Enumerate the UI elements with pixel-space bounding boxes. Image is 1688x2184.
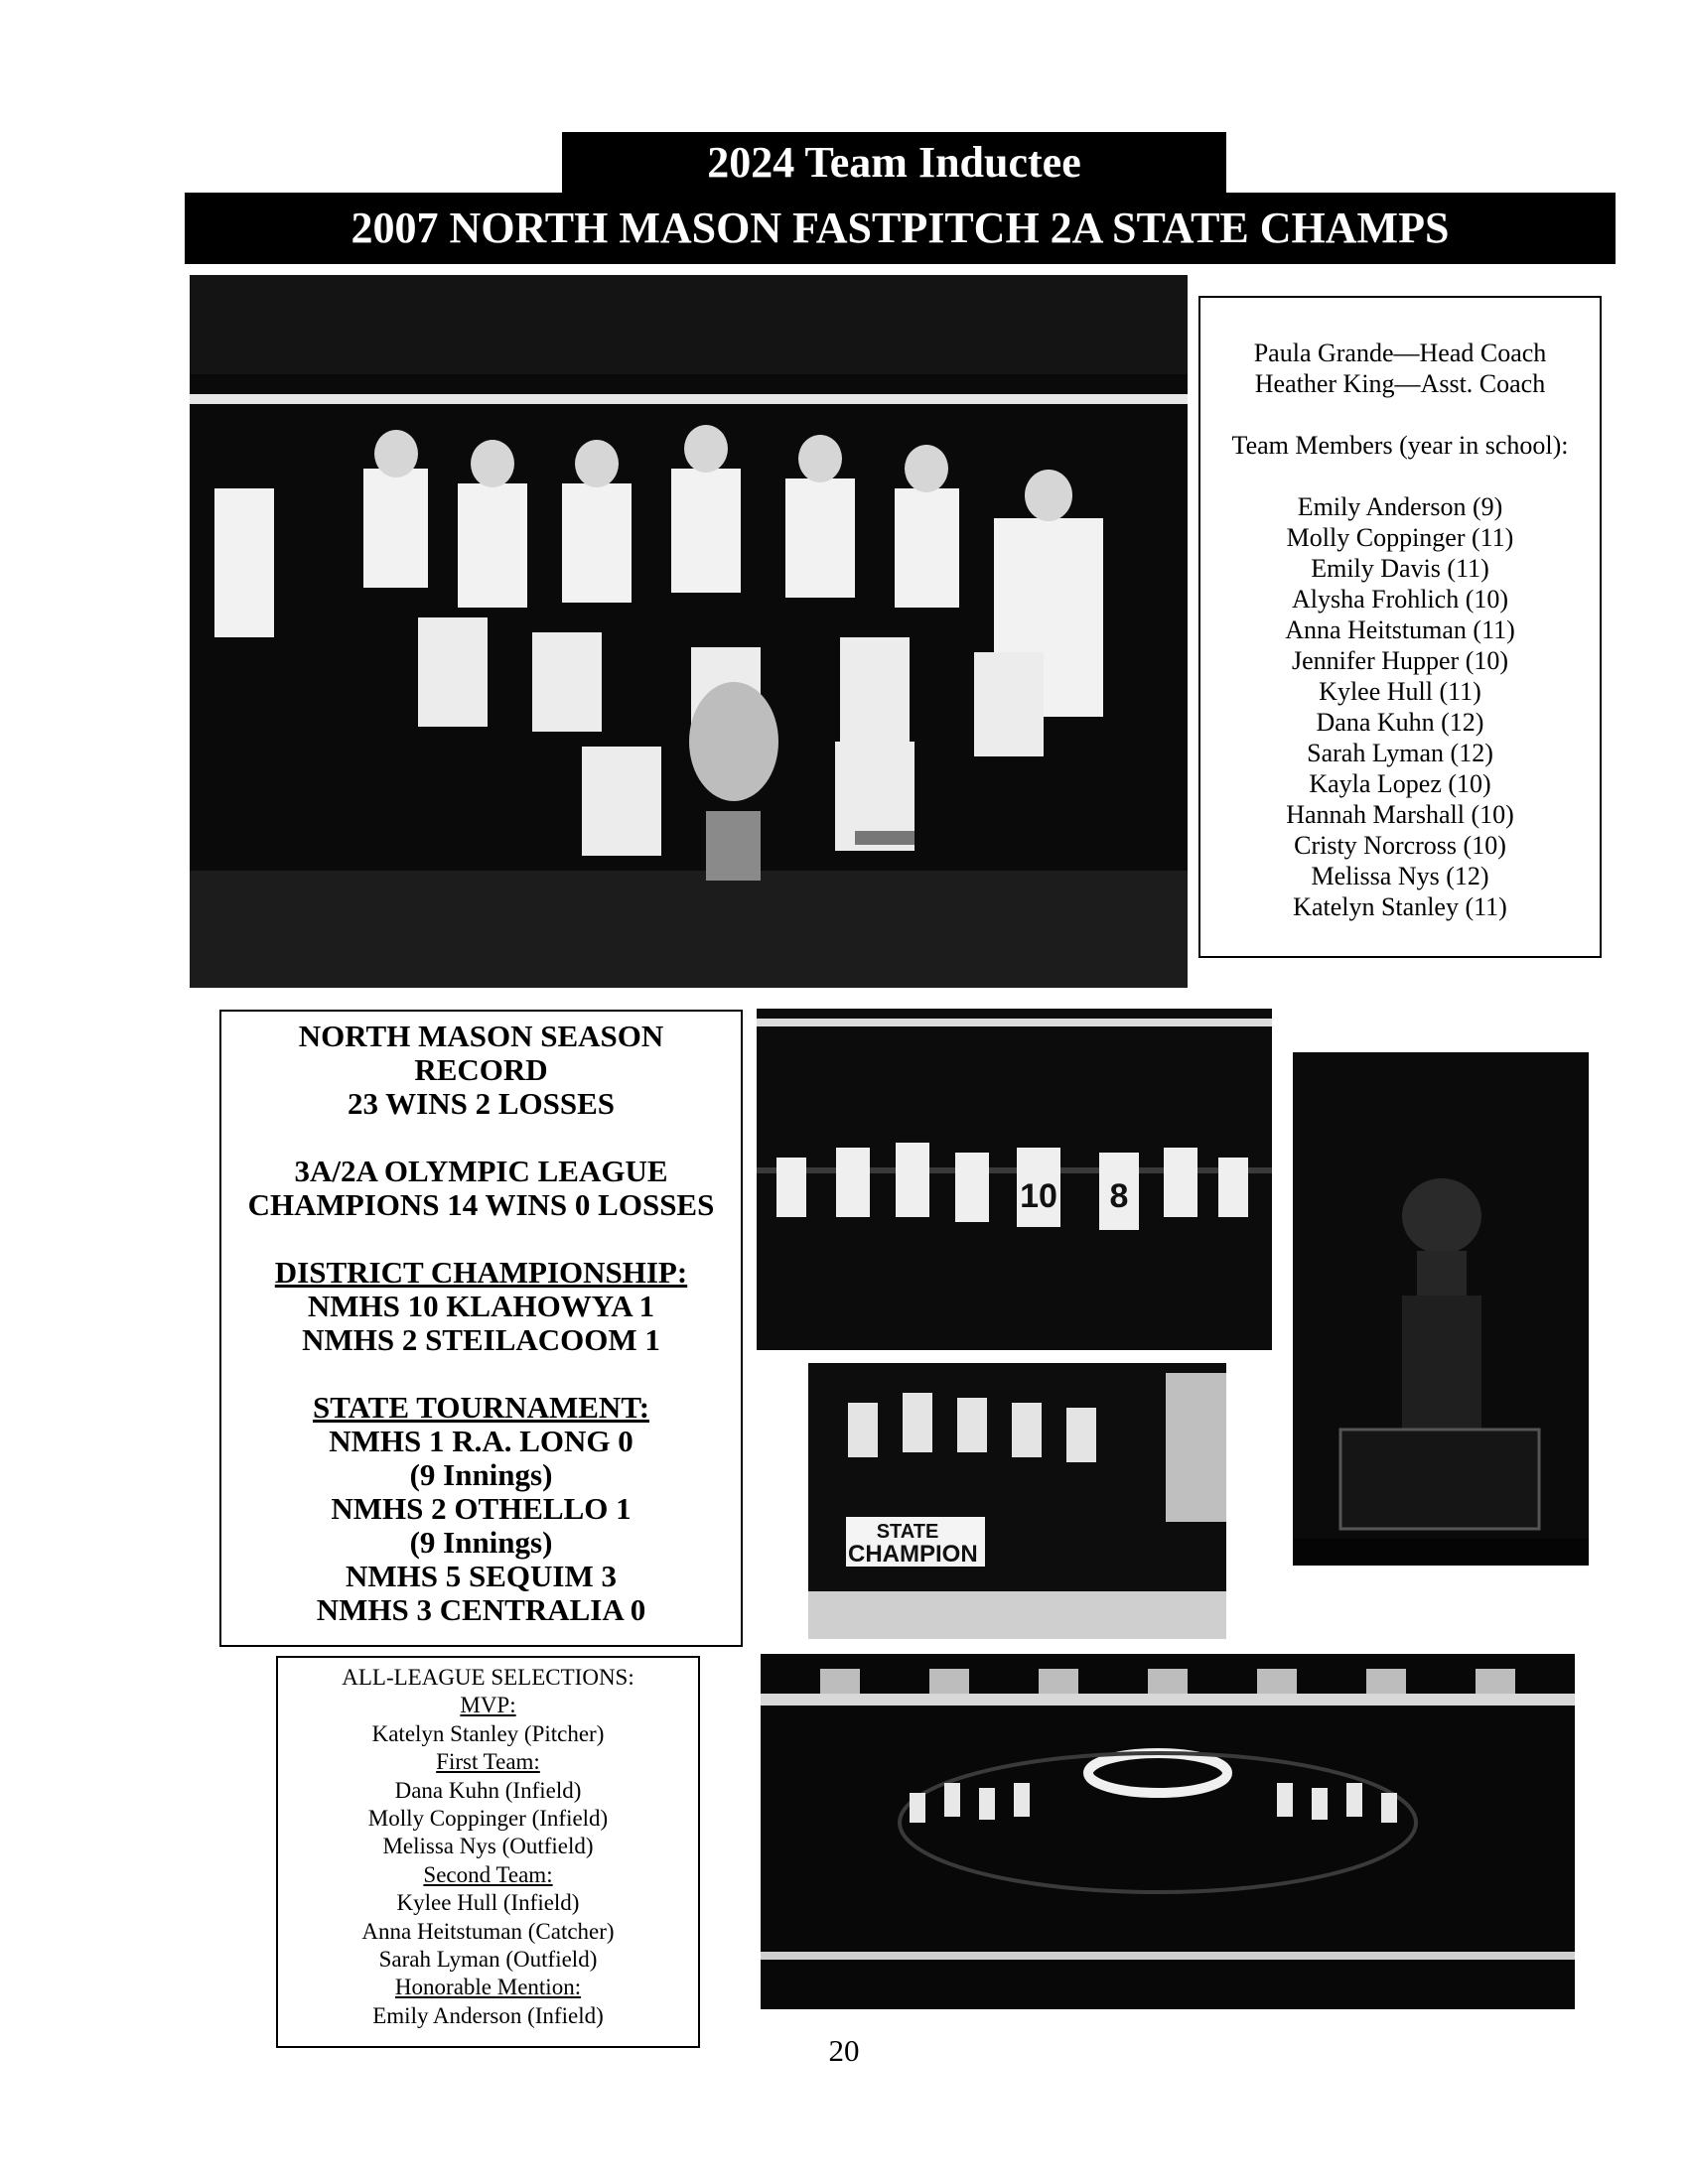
district-heading: DISTRICT CHAMPIONSHIP:	[274, 1255, 688, 1290]
jersey-number: 10	[1020, 1177, 1057, 1215]
team-member: Anna Heitstuman (11)	[1285, 615, 1515, 644]
champion-banner-photo	[808, 1363, 1226, 1639]
head-coach: Paula Grande—Head Coach	[1253, 339, 1547, 367]
team-member: Molly Coppinger (11)	[1286, 523, 1514, 552]
page-number: 20	[828, 2033, 860, 2068]
team-member: Jennifer Hupper (10)	[1291, 646, 1509, 675]
first-team-player: Dana Kuhn (Infield)	[394, 1777, 582, 1803]
state-game-note: (9 Innings)	[409, 1525, 553, 1560]
mvp-name: Katelyn Stanley (Pitcher)	[371, 1720, 605, 1746]
honorable-mention-label: Honorable Mention:	[394, 1975, 582, 2000]
first-team-label: First Team:	[436, 1749, 540, 1775]
roster-heading: Team Members (year in school):	[1231, 431, 1569, 460]
second-team-label: Second Team:	[423, 1861, 553, 1887]
state-game: NMHS 2 OTHELLO 1	[331, 1491, 632, 1526]
roster-box	[1198, 296, 1602, 958]
league-title: 3A/2A OLYMPIC LEAGUE	[294, 1154, 668, 1188]
assistant-coach: Heather King—Asst. Coach	[1254, 369, 1546, 398]
team-member: Dana Kuhn (12)	[1316, 708, 1484, 737]
record-title: RECORD	[414, 1052, 548, 1087]
overall-record: 23 WINS 2 LOSSES	[347, 1086, 616, 1121]
jersey-number: 8	[1109, 1177, 1129, 1215]
second-team-player: Anna Heitstuman (Catcher)	[361, 1918, 615, 1944]
team-member: Kylee Hull (11)	[1319, 677, 1481, 706]
team-member: Katelyn Stanley (11)	[1293, 892, 1507, 921]
team-member: Hannah Marshall (10)	[1286, 800, 1514, 829]
all-league-heading: ALL-LEAGUE SELECTIONS:	[342, 1665, 634, 1690]
state-heading: STATE TOURNAMENT:	[312, 1390, 650, 1425]
banner-text: STATE	[876, 1521, 939, 1543]
page-title: 2007 NORTH MASON FASTPITCH 2A STATE CHAMPS	[185, 193, 1616, 264]
team-member: Cristy Norcross (10)	[1294, 831, 1506, 860]
season-record-box	[219, 1010, 743, 1647]
second-team-player: Sarah Lyman (Outfield)	[378, 1947, 598, 1973]
mvp-label: MVP:	[460, 1693, 516, 1718]
honorable-mention-player: Emily Anderson (Infield)	[372, 2002, 604, 2028]
state-game: NMHS 1 R.A. LONG 0	[329, 1424, 633, 1458]
trophy-photo	[1293, 1052, 1589, 1566]
league-record: CHAMPIONS 14 WINS 0 LOSSES	[247, 1187, 715, 1222]
first-team-player: Melissa Nys (Outfield)	[382, 1834, 594, 1859]
record-title: NORTH MASON SEASON	[298, 1019, 664, 1053]
players-photo	[757, 1009, 1272, 1350]
team-member: Kayla Lopez (10)	[1309, 769, 1491, 798]
state-game: NMHS 5 SEQUIM 3	[346, 1559, 617, 1593]
district-game: NMHS 2 STEILACOOM 1	[302, 1322, 660, 1357]
team-member: Emily Davis (11)	[1311, 554, 1489, 583]
team-member: Emily Anderson (9)	[1297, 492, 1503, 521]
team-member: Melissa Nys (12)	[1311, 862, 1489, 890]
state-game-note: (9 Innings)	[409, 1457, 553, 1492]
district-game: NMHS 10 KLAHOWYA 1	[307, 1289, 655, 1323]
inductee-banner: 2024 Team Inductee	[562, 132, 1226, 194]
team-photo	[190, 275, 1188, 988]
team-member: Sarah Lyman (12)	[1307, 739, 1493, 767]
all-league-box	[276, 1656, 700, 2048]
team-member: Alysha Frohlich (10)	[1291, 585, 1509, 614]
huddle-photo	[761, 1654, 1575, 2009]
first-team-player: Molly Coppinger (Infield)	[367, 1806, 609, 1832]
second-team-player: Kylee Hull (Infield)	[396, 1890, 580, 1916]
state-game: NMHS 3 CENTRALIA 0	[316, 1592, 646, 1627]
banner-text: CHAMPION	[848, 1541, 978, 1568]
